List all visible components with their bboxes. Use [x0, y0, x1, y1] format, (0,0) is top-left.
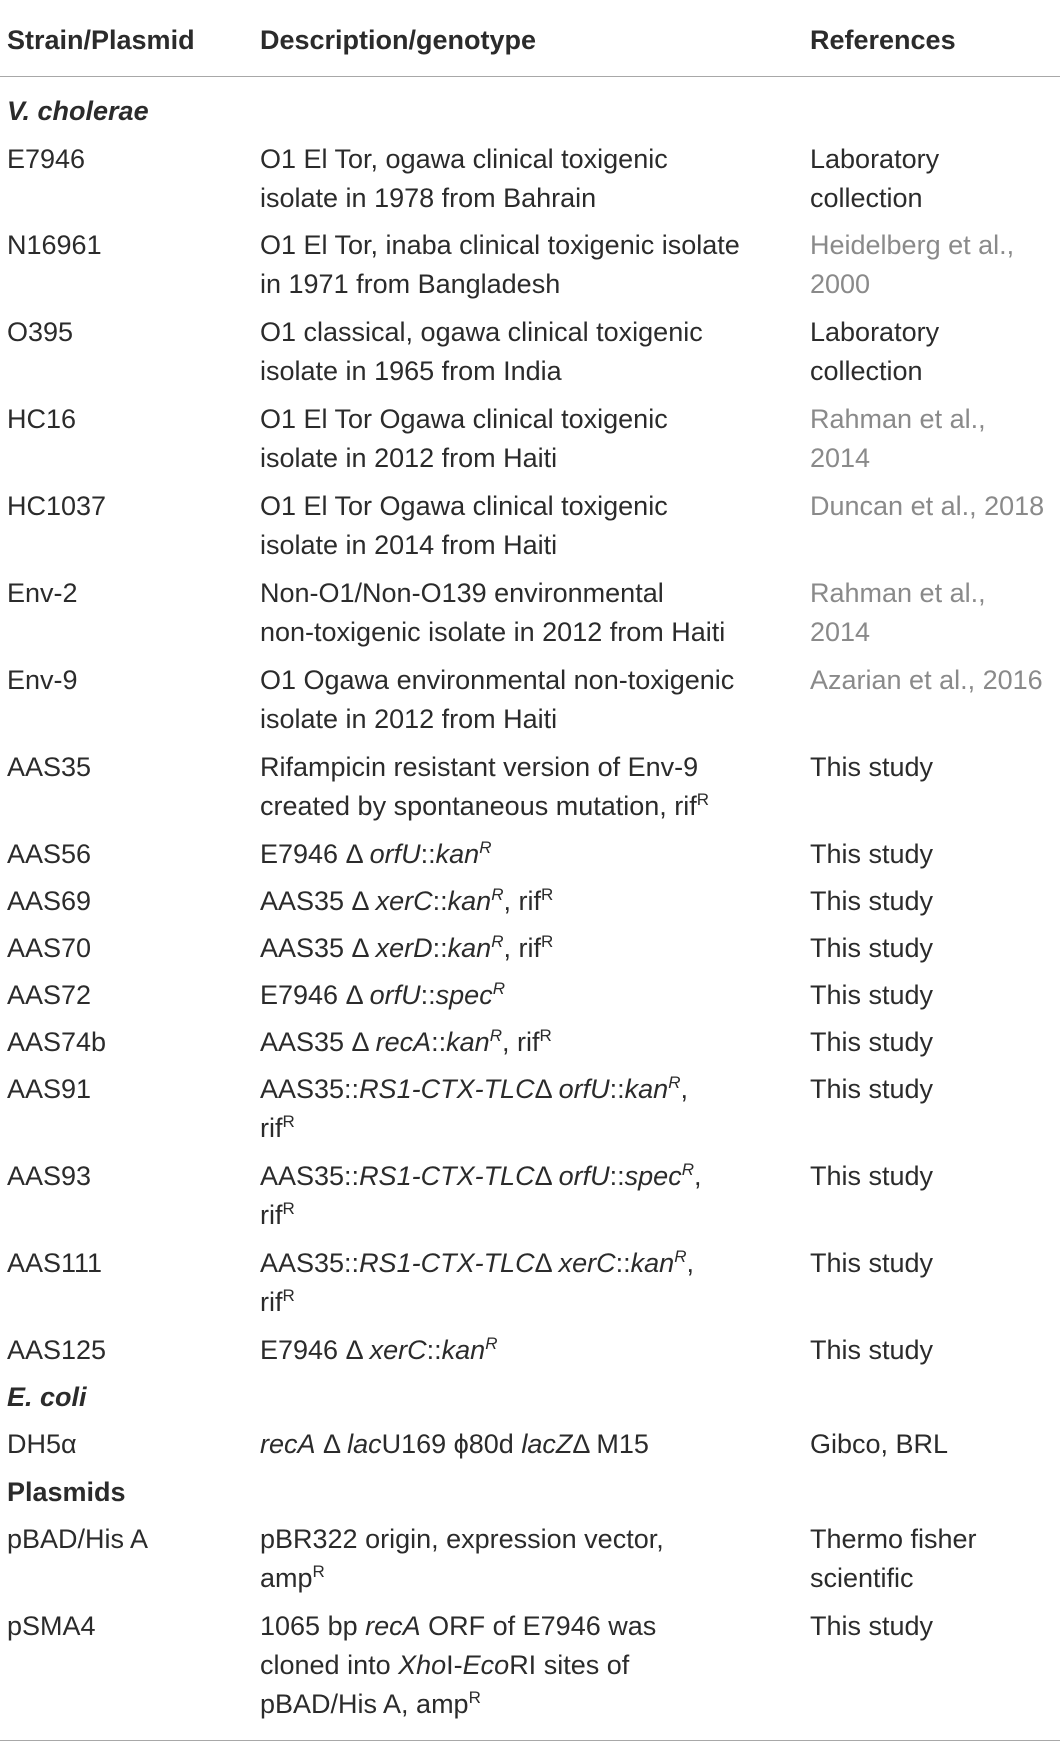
- description-cell: AAS35::RS1-CTX-TLCΔ xerC::kan$^R$, rif$^R$: [260, 1247, 694, 1317]
- description-cell: recA Δ lacU169 ϕ80d lacZΔ M15: [260, 1429, 649, 1459]
- reference-link[interactable]: Azarian et al., 2016: [810, 665, 1043, 695]
- description-cell: E7946 Δ orfU::spec$^R$: [260, 979, 505, 1010]
- reference-cell: This study: [810, 933, 934, 963]
- description-cell: Non-O1/Non-O139 environmental non-toxigenic isolate in 2012 from Haiti: [260, 578, 726, 647]
- description-cell: pBR322 origin, expression vector, amp$^R$: [260, 1524, 664, 1593]
- reference-cell: Laboratory collection: [810, 144, 940, 213]
- strain-cell: O395: [7, 317, 74, 347]
- strain-cell: HC1037: [7, 491, 107, 521]
- strain-cell: AAS111: [7, 1248, 103, 1278]
- section-vcholerae: V. cholerae: [7, 96, 149, 126]
- description-cell: AAS35 Δ xerC::kan$^R$, rif$^R$: [260, 885, 554, 916]
- strain-cell: pSMA4: [7, 1611, 96, 1641]
- description-cell: 1065 bp recA ORF of E7946 was cloned into XhoI-EcoRI sites of pBAD/His A, amp$^R$: [260, 1611, 657, 1719]
- reference-cell: This study: [810, 752, 934, 782]
- description-cell: O1 El Tor, ogawa clinical toxigenic isolate in 1978 from Bahrain: [260, 144, 668, 213]
- strain-cell: AAS69: [7, 886, 92, 916]
- description-cell: O1 Ogawa environmental non-toxigenic isolate in 2012 from Haiti: [260, 665, 735, 734]
- reference-cell: This study: [810, 1074, 934, 1104]
- footer-rule: [0, 1740, 1060, 1741]
- section-ecoli: E. coli: [7, 1382, 87, 1412]
- reference-link[interactable]: Rahman et al., 2014: [810, 578, 986, 647]
- reference-cell: This study: [810, 1027, 934, 1057]
- description-cell: O1 El Tor, inaba clinical toxigenic isolate in 1971 from Bangladesh: [260, 230, 740, 299]
- description-cell: E7946 Δ xerC::kan$^R$: [260, 1334, 498, 1365]
- header-description: Description/genotype: [260, 25, 537, 55]
- strain-cell: pBAD/His A: [7, 1524, 149, 1554]
- description-cell: AAS35 Δ xerD::kan$^R$, rif$^R$: [260, 932, 554, 963]
- strain-cell: N16961: [7, 230, 102, 260]
- reference-cell: Laboratory collection: [810, 317, 940, 386]
- strain-cell: AAS93: [7, 1161, 92, 1191]
- reference-cell: This study: [810, 980, 934, 1010]
- strain-cell: AAS91: [7, 1074, 92, 1104]
- strain-cell: AAS74b: [7, 1027, 107, 1057]
- reference-cell: Thermo fisher scientific: [810, 1524, 977, 1593]
- reference-link[interactable]: Duncan et al., 2018: [810, 491, 1045, 521]
- strain-cell: AAS125: [7, 1335, 107, 1365]
- section-plasmids: Plasmids: [7, 1477, 126, 1507]
- description-cell: O1 El Tor Ogawa clinical toxigenic isolate in 2014 from Haiti: [260, 491, 668, 560]
- reference-cell: This study: [810, 1161, 934, 1191]
- reference-link[interactable]: Rahman et al., 2014: [810, 404, 986, 473]
- reference-cell: Gibco, BRL: [810, 1429, 949, 1459]
- header-references: References: [810, 25, 956, 55]
- reference-cell: This study: [810, 1335, 934, 1365]
- header-strain: Strain/Plasmid: [7, 25, 195, 55]
- description-cell: AAS35 Δ recA::kan$^R$, rif$^R$: [260, 1026, 552, 1057]
- description-cell: AAS35::RS1-CTX-TLCΔ orfU::spec$^R$, rif$^R$: [260, 1160, 702, 1230]
- reference-cell: This study: [810, 1248, 934, 1278]
- reference-cell: This study: [810, 839, 934, 869]
- strain-cell: HC16: [7, 404, 77, 434]
- description-cell: O1 classical, ogawa clinical toxigenic isolate in 1965 from India: [260, 317, 703, 386]
- strain-cell: DH5α: [7, 1429, 77, 1459]
- description-cell: Rifampicin resistant version of Env-9 created by spontaneous mutation, rif$^R$: [260, 752, 710, 821]
- reference-cell: This study: [810, 886, 934, 916]
- reference-link[interactable]: Heidelberg et al., 2000: [810, 230, 1015, 299]
- description-cell: E7946 Δ orfU::kan$^R$: [260, 838, 492, 869]
- strain-cell: E7946: [7, 144, 86, 174]
- strain-cell: AAS56: [7, 839, 92, 869]
- strain-cell: Env-9: [7, 665, 78, 695]
- header-rule: [0, 76, 1060, 77]
- description-cell: O1 El Tor Ogawa clinical toxigenic isolate in 2012 from Haiti: [260, 404, 668, 473]
- description-cell: AAS35::RS1-CTX-TLCΔ orfU::kan$^R$, rif$^R$: [260, 1073, 688, 1143]
- strain-cell: AAS72: [7, 980, 92, 1010]
- strain-cell: Env-2: [7, 578, 78, 608]
- strain-cell: AAS70: [7, 933, 92, 963]
- strain-cell: AAS35: [7, 752, 92, 782]
- reference-cell: This study: [810, 1611, 934, 1641]
